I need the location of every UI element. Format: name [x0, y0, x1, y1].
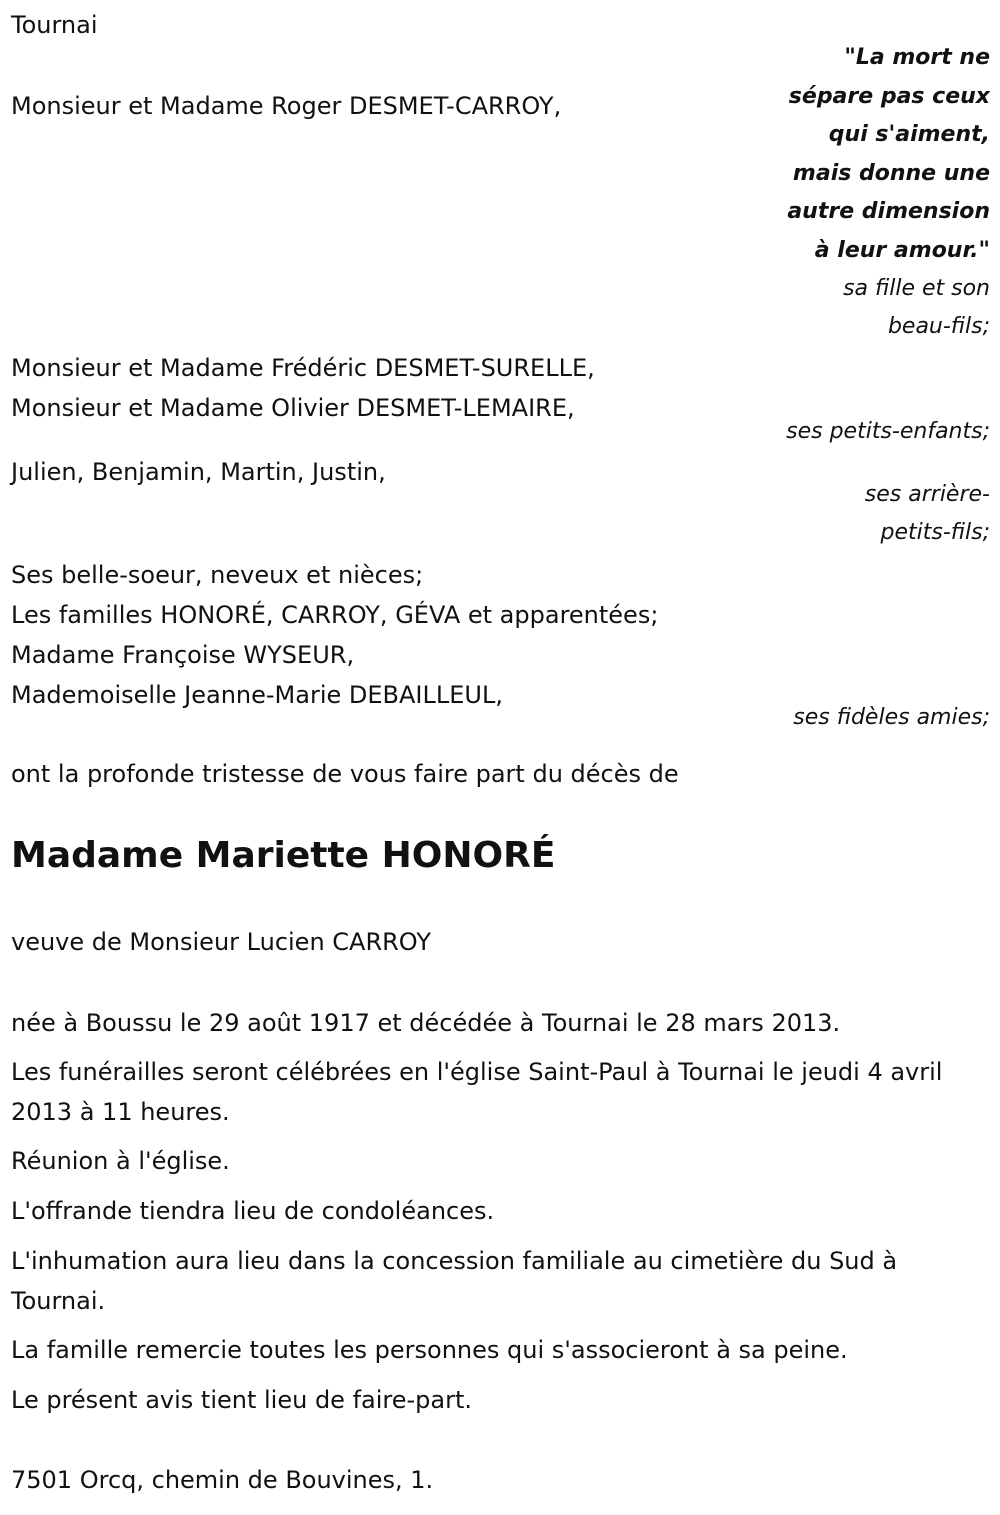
other-family-line: Madame Françoise WYSEUR, — [11, 641, 355, 669]
friends-relation: ses fidèles amies; — [793, 705, 990, 730]
other-family-line: Mademoiselle Jeanne-Marie DEBAILLEUL, — [11, 681, 503, 709]
grandchild-name: Monsieur et Madame Frédéric DESMET-SURELLE, — [11, 354, 595, 382]
address: 7501 Orcq, chemin de Bouvines, 1. — [11, 1466, 434, 1494]
relation-line: sa fille et son — [843, 276, 990, 301]
gathering-info: Réunion à l'église. — [11, 1147, 230, 1175]
grandchild-name: Monsieur et Madame Olivier DESMET-LEMAIRE, — [11, 394, 575, 422]
birth-death-line: née à Boussu le 29 août 1917 et décédée à Tournai le 28 mars 2013. — [11, 1009, 841, 1037]
quote-line: à leur amour." — [814, 237, 990, 263]
widow-of: veuve de Monsieur Lucien CARROY — [11, 928, 432, 956]
daughter-names: Monsieur et Madame Roger DESMET-CARROY, — [11, 92, 562, 120]
great-grandchildren-names: Julien, Benjamin, Martin, Justin, — [11, 458, 386, 486]
quote-line: "La mort ne — [844, 45, 990, 70]
deceased-name: Madame Mariette HONORÉ — [11, 835, 556, 876]
quote-line: mais donne une — [792, 160, 990, 186]
relation-line: beau-fils; — [887, 314, 990, 339]
quote-line: autre dimension — [787, 199, 990, 224]
thanks-line: La famille remercie toutes les personnes qui s'associeront à sa peine. — [11, 1336, 848, 1364]
other-family-line: Ses belle-soeur, neveux et nièces; — [11, 561, 424, 589]
other-family-line: Les familles HONORÉ, CARROY, GÉVA et apparentées; — [11, 601, 659, 629]
quote-line: qui s'aiment, — [828, 122, 990, 147]
offering-info: L'offrande tiendra lieu de condoléances. — [11, 1197, 495, 1225]
daughter-relation — [843, 270, 990, 346]
announcement-text: ont la profonde tristesse de vous faire part du décès de — [11, 760, 679, 788]
notice-line: Le présent avis tient lieu de faire-part. — [11, 1386, 473, 1414]
place-heading: Tournai — [11, 11, 98, 39]
great-grandchildren-relation — [865, 476, 990, 552]
grandchildren-relation: ses petits-enfants; — [786, 419, 990, 444]
funeral-details: Les funérailles seront célébrées en l'église Saint-Paul à Tournai le jeudi 4 avril 2013 à 11 heures. — [11, 1058, 943, 1126]
epigraph-quote — [787, 39, 990, 270]
burial-info: L'inhumation aura lieu dans la concession familiale au cimetière du Sud à Tournai. — [11, 1247, 898, 1315]
relation-line: petits-fils; — [880, 520, 990, 545]
relation-line: ses arrière- — [864, 482, 990, 507]
quote-line: sépare pas ceux — [788, 83, 990, 109]
